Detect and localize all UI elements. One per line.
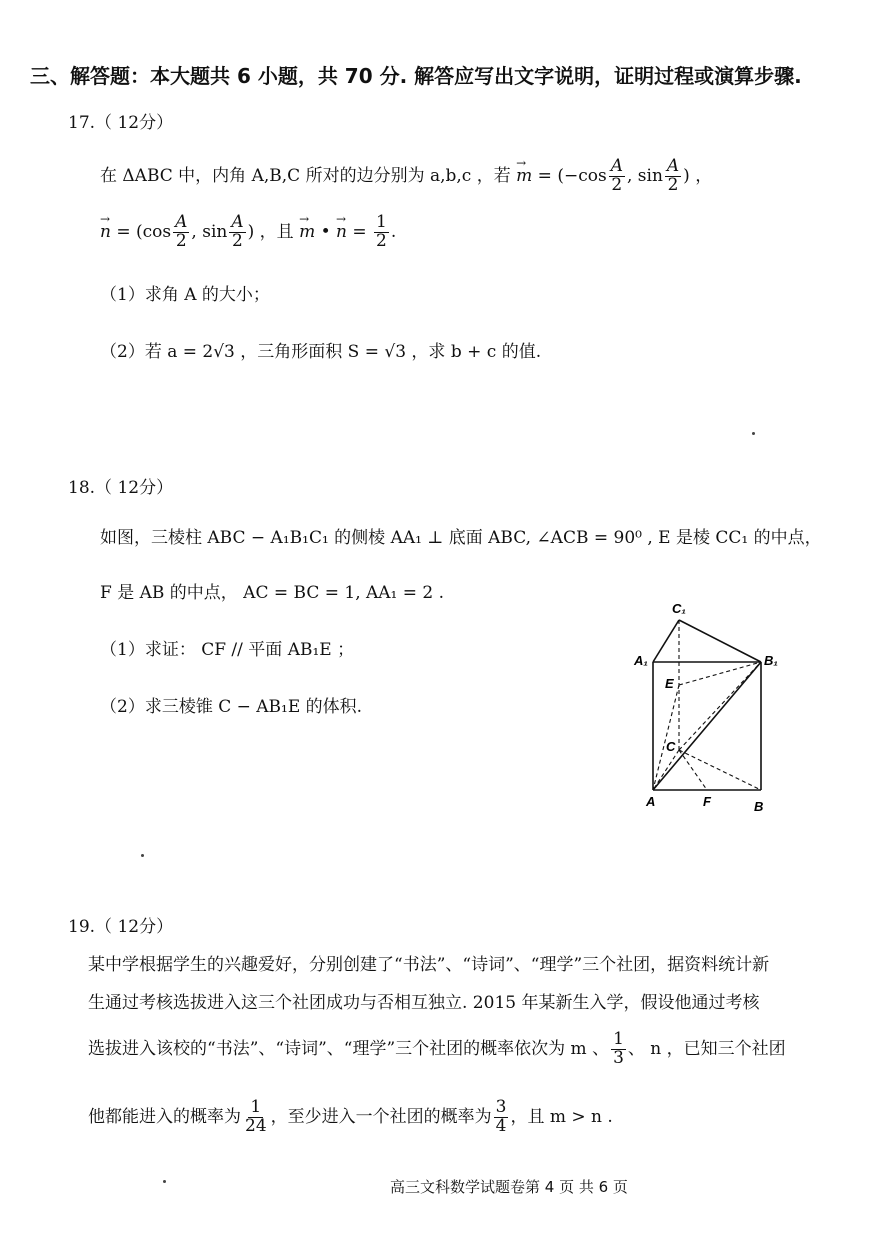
- period: .: [390, 222, 397, 242]
- label-c: C: [666, 739, 676, 754]
- q17-n-close: ) ，且: [247, 222, 300, 242]
- q17-header: 17.（ 12分）: [68, 113, 174, 133]
- fraction-a-over-2: [665, 158, 681, 195]
- fraction-one-half: [374, 214, 389, 251]
- scan-speck: [141, 854, 144, 857]
- frac-den: 2: [667, 175, 679, 195]
- label-a1: A₁: [634, 653, 648, 668]
- q17-line1: [100, 150, 712, 202]
- segment-c-b1: [679, 662, 761, 750]
- q17-n-open: = (cos: [110, 222, 172, 242]
- edge-c1-a1: [653, 620, 679, 662]
- fraction-one-24th: [243, 1099, 269, 1136]
- frac-den: 2: [175, 231, 187, 251]
- q17-m-sin: , sin: [626, 166, 663, 186]
- q18-part2: （2）求三棱锥 C − AB₁E 的体积.: [100, 697, 363, 717]
- scan-speck: [163, 1180, 166, 1183]
- edge-c1-b1: [679, 620, 761, 662]
- q19-line4-mid: ，至少进入一个社团的概率为: [270, 1107, 492, 1127]
- frac-den: 2: [376, 231, 387, 251]
- q17-m-open: = (−cos: [532, 166, 607, 186]
- q19-header: 19.（ 12分）: [68, 917, 174, 937]
- frac-num: 1: [613, 1029, 624, 1050]
- q19-line3-rest: 、 n ，已知三个社团: [627, 1039, 786, 1059]
- q19-line1: 某中学根据学生的兴趣爱好，分别创建了“书法”、“诗词”、“理学”三个社团，据资料统计新: [88, 955, 770, 975]
- frac-den: 2: [232, 231, 243, 251]
- q19-line2: 生通过考核选拔进入这三个社团成功与否相互独立. 2015 年某新生入学，假设他通过考核: [88, 993, 760, 1013]
- page-footer: 高三文科数学试题卷第 4 页 共 6 页: [390, 1178, 628, 1196]
- frac-num: A: [231, 212, 244, 233]
- dot-product-sign: •: [315, 222, 337, 242]
- q17-line2: [100, 206, 396, 258]
- q17-part2: （2）若 a = 2√3 ，三角形面积 S = √3 ，求 b + c 的值.: [100, 342, 542, 362]
- label-b: B: [754, 799, 764, 814]
- q18-header: 18.（ 12分）: [68, 478, 174, 498]
- q17-line1-text: 在 ΔABC 中，内角 A,B,C 所对的边分别为 a,b,c ，若: [100, 166, 517, 186]
- segment-c-f: [679, 750, 707, 790]
- label-b1: B₁: [764, 653, 778, 668]
- vector-n: → n: [336, 206, 347, 258]
- label-e: E: [665, 676, 674, 691]
- q17-m-close: ) ，: [683, 166, 713, 186]
- prism-figure: [620, 595, 790, 825]
- q17-part1: （1）求角 A 的大小；: [100, 285, 270, 305]
- q19-line4-text: 他都能进入的概率为: [88, 1107, 241, 1127]
- frac-den: 24: [245, 1116, 267, 1136]
- q19-line3: [88, 1024, 786, 1074]
- q19-line4: [88, 1092, 613, 1142]
- frac-num: 3: [495, 1097, 507, 1118]
- frac-den: 4: [495, 1116, 507, 1136]
- frac-num: 1: [250, 1097, 262, 1118]
- section-title: 三、解答题：本大题共 6 小题，共 70 分. 解答应写出文字说明，证明过程或演算步骤.: [30, 64, 802, 88]
- q18-line1: 如图，三棱柱 ABC − A₁B₁C₁ 的侧棱 AA₁ ⊥ 底面 ABC, ∠ACB = 90⁰ , E 是棱 CC₁ 的中点，: [100, 528, 822, 548]
- edge-c-a: [653, 750, 679, 790]
- segment-e-b1: [679, 662, 761, 685]
- vector-m: → m: [299, 206, 315, 258]
- equals-sign: =: [346, 222, 373, 242]
- fraction-one-third: [611, 1031, 626, 1068]
- q17-n-sin: , sin: [191, 222, 228, 242]
- vector-n: → n: [100, 206, 111, 258]
- fraction-a-over-2: [173, 214, 189, 251]
- fraction-three-quarters: [494, 1099, 509, 1136]
- label-a: A: [646, 794, 656, 809]
- label-c1: C₁: [672, 601, 686, 616]
- frac-num: 1: [376, 212, 387, 233]
- vector-m: → m: [516, 150, 532, 202]
- scan-speck: [752, 432, 755, 435]
- fraction-a-over-2: [229, 214, 245, 251]
- q18-line2: F 是 AB 的中点， AC = BC = 1, AA₁ = 2 .: [100, 583, 445, 603]
- frac-den: 3: [613, 1048, 624, 1068]
- frac-num: A: [175, 212, 188, 233]
- frac-den: 2: [611, 175, 623, 195]
- frac-num: A: [610, 156, 623, 177]
- q18-part1: （1）求证： CF // 平面 AB₁E ；: [100, 640, 355, 660]
- edge-c-b: [679, 750, 761, 790]
- fraction-a-over-2: [609, 158, 625, 195]
- q19-line4-end: ，且 m > n .: [510, 1107, 613, 1127]
- q19-line3-text: 选拔进入该校的“书法”、“诗词”、“理学”三个社团的概率依次为 m 、: [88, 1039, 610, 1059]
- frac-num: A: [666, 156, 680, 177]
- label-f: F: [703, 794, 711, 809]
